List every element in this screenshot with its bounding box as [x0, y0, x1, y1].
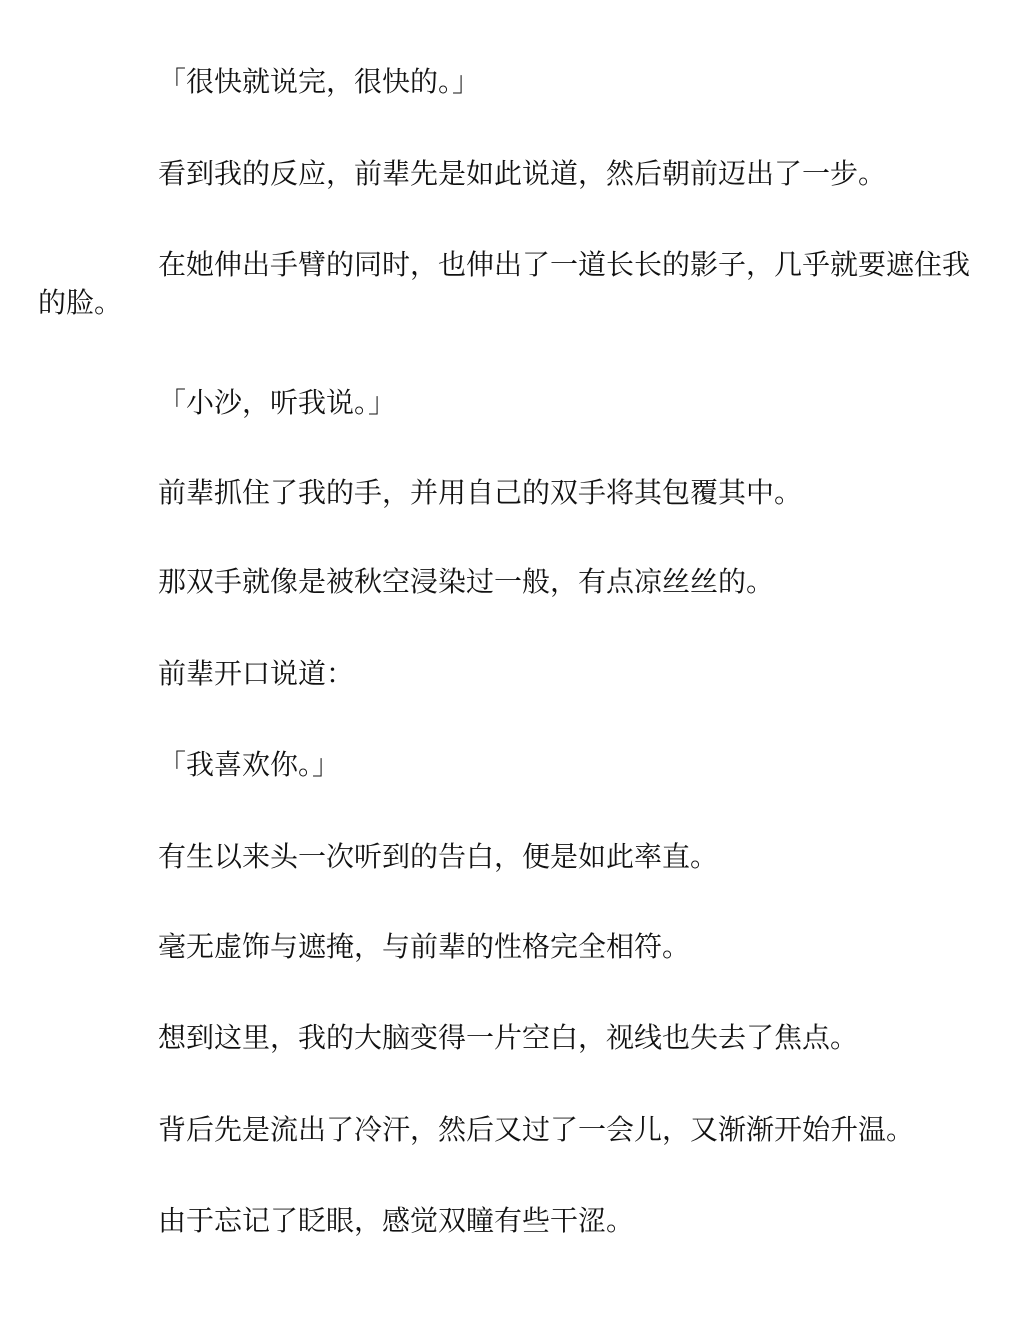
paragraph: 毫无虚饰与遮掩，与前辈的性格完全相符。	[158, 930, 691, 963]
paragraph: 由于忘记了眨眼，感觉双瞳有些干涩。	[158, 1204, 635, 1237]
paragraph: 前辈开口说道：	[158, 657, 355, 690]
paragraph: 在她伸出手臂的同时，也伸出了一道长长的影子，几乎就要遮住我的脸。	[38, 248, 971, 319]
paragraph-dialogue: 「很快就说完，很快的。」	[158, 65, 481, 98]
paragraph: 有生以来头一次听到的告白，便是如此率直。	[158, 840, 719, 873]
paragraph: 前辈抓住了我的手，并用自己的双手将其包覆其中。	[158, 476, 803, 509]
paragraph: 那双手就像是被秋空浸染过一般，有点凉丝丝的。	[158, 565, 775, 598]
paragraph-dialogue: 「小沙，听我说。」	[158, 386, 397, 419]
paragraph-dialogue: 「我喜欢你。」	[158, 748, 341, 781]
paragraph: 想到这里，我的大脑变得一片空白，视线也失去了焦点。	[158, 1021, 859, 1054]
paragraph: 看到我的反应，前辈先是如此说道，然后朝前迈出了一步。	[158, 157, 887, 190]
paragraph: 背后先是流出了冷汗，然后又过了一会儿，又渐渐开始升温。	[158, 1113, 915, 1146]
